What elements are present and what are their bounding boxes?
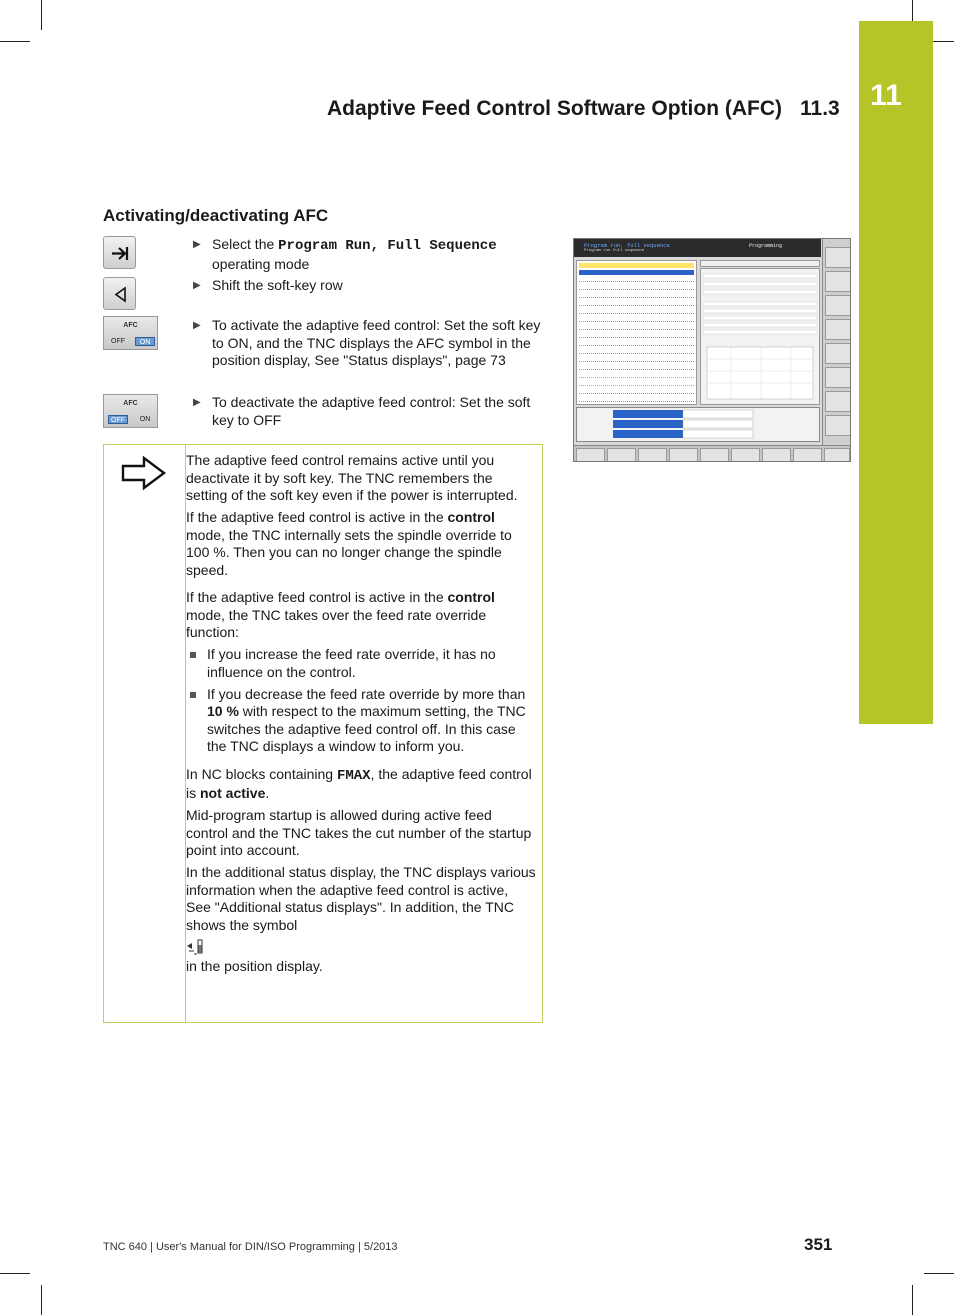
subheading: Activating/deactivating AFC: [103, 206, 329, 225]
step-shift-softkeys: ▶ Shift the soft-key row: [193, 277, 343, 293]
step-deactivate-afc: ▶ To deactivate the adaptive feed control: Set the soft key to OFF: [193, 394, 531, 428]
chapter-number: 11: [870, 79, 902, 112]
note-paragraph: In the additional status display, the TNC displays various information when the adaptive feed control is active, See "Additional status displays". In addition, the TNC shows the symbol: [186, 864, 536, 933]
note-paragraph: Mid-program startup is allowed during active feed control and the TNC takes the cut number of the startup point into account.: [186, 807, 532, 858]
step-select-mode: ▶ Select the Program Run, Full Sequence operating mode: [193, 236, 497, 272]
crop-mark: [924, 1273, 954, 1274]
afc-softkey-off-icon: AFC OFF ON: [103, 394, 158, 428]
note-paragraph: The adaptive feed control remains active until you deactivate it by soft key. The TNC remembers the setting of the soft key even if the power is interrupted.: [186, 452, 518, 503]
running-head-title: Adaptive Feed Control Software Option (AFC): [327, 97, 782, 120]
afc-softkey-on-icon: AFC OFF ON: [103, 316, 158, 350]
page-number: 351: [804, 1235, 833, 1254]
position-display: [576, 407, 820, 442]
running-head: [327, 97, 840, 121]
page-footer: TNC 640 | User's Manual for DIN/ISO Programming | 5/2013: [103, 1241, 398, 1253]
triangle-bullet-icon: ▶: [193, 320, 201, 331]
list-item: If you decrease the feed rate override by more than 10 % with respect to the maximum setting, the TNC switches the adaptive feed control off. In this case the TNC displays a window to inform you.: [186, 686, 536, 756]
crop-mark: [41, 1285, 42, 1315]
crop-mark: [41, 0, 42, 30]
chapter-tab: [859, 21, 933, 724]
note-paragraph: In NC blocks containing FMAX, the adaptive feed control is not active.: [186, 765, 532, 801]
note-paragraph: If the adaptive feed control is active in the control mode, the TNC takes over the feed rate override function:: [186, 589, 495, 640]
softkey-shift-key-icon: [103, 277, 136, 310]
program-listing: [576, 260, 697, 405]
status-panel: [700, 268, 820, 405]
triangle-bullet-icon: ▶: [193, 280, 201, 291]
afc-symbol-icon: [186, 939, 206, 957]
note-paragraph: If the adaptive feed control is active in the control mode, the TNC internally sets the spindle override to 100 %. Then you can no longer change the spindle speed.: [186, 509, 512, 578]
crop-mark: [912, 1285, 913, 1315]
list-item: If you increase the feed rate override, it has no influence on the control.: [186, 646, 536, 681]
note-text: [186, 452, 536, 980]
crop-mark: [0, 41, 30, 42]
operating-mode-key-icon: [103, 236, 136, 269]
note-arrow-icon: [120, 455, 168, 491]
running-head-section: 11.3: [800, 97, 840, 120]
triangle-bullet-icon: ▶: [193, 397, 201, 408]
step-activate-afc: ▶ To activate the adaptive feed control: Set the soft key to ON, and the TNC displays the AFC symbol in the position display, See "Status displays", page 73: [193, 317, 541, 368]
crop-mark: [0, 1273, 30, 1274]
tnc-screenshot: Program run, full sequence Program run full sequence Programming: [573, 238, 851, 462]
note-paragraph: in the position display.: [186, 957, 323, 974]
triangle-bullet-icon: ▶: [193, 239, 201, 250]
